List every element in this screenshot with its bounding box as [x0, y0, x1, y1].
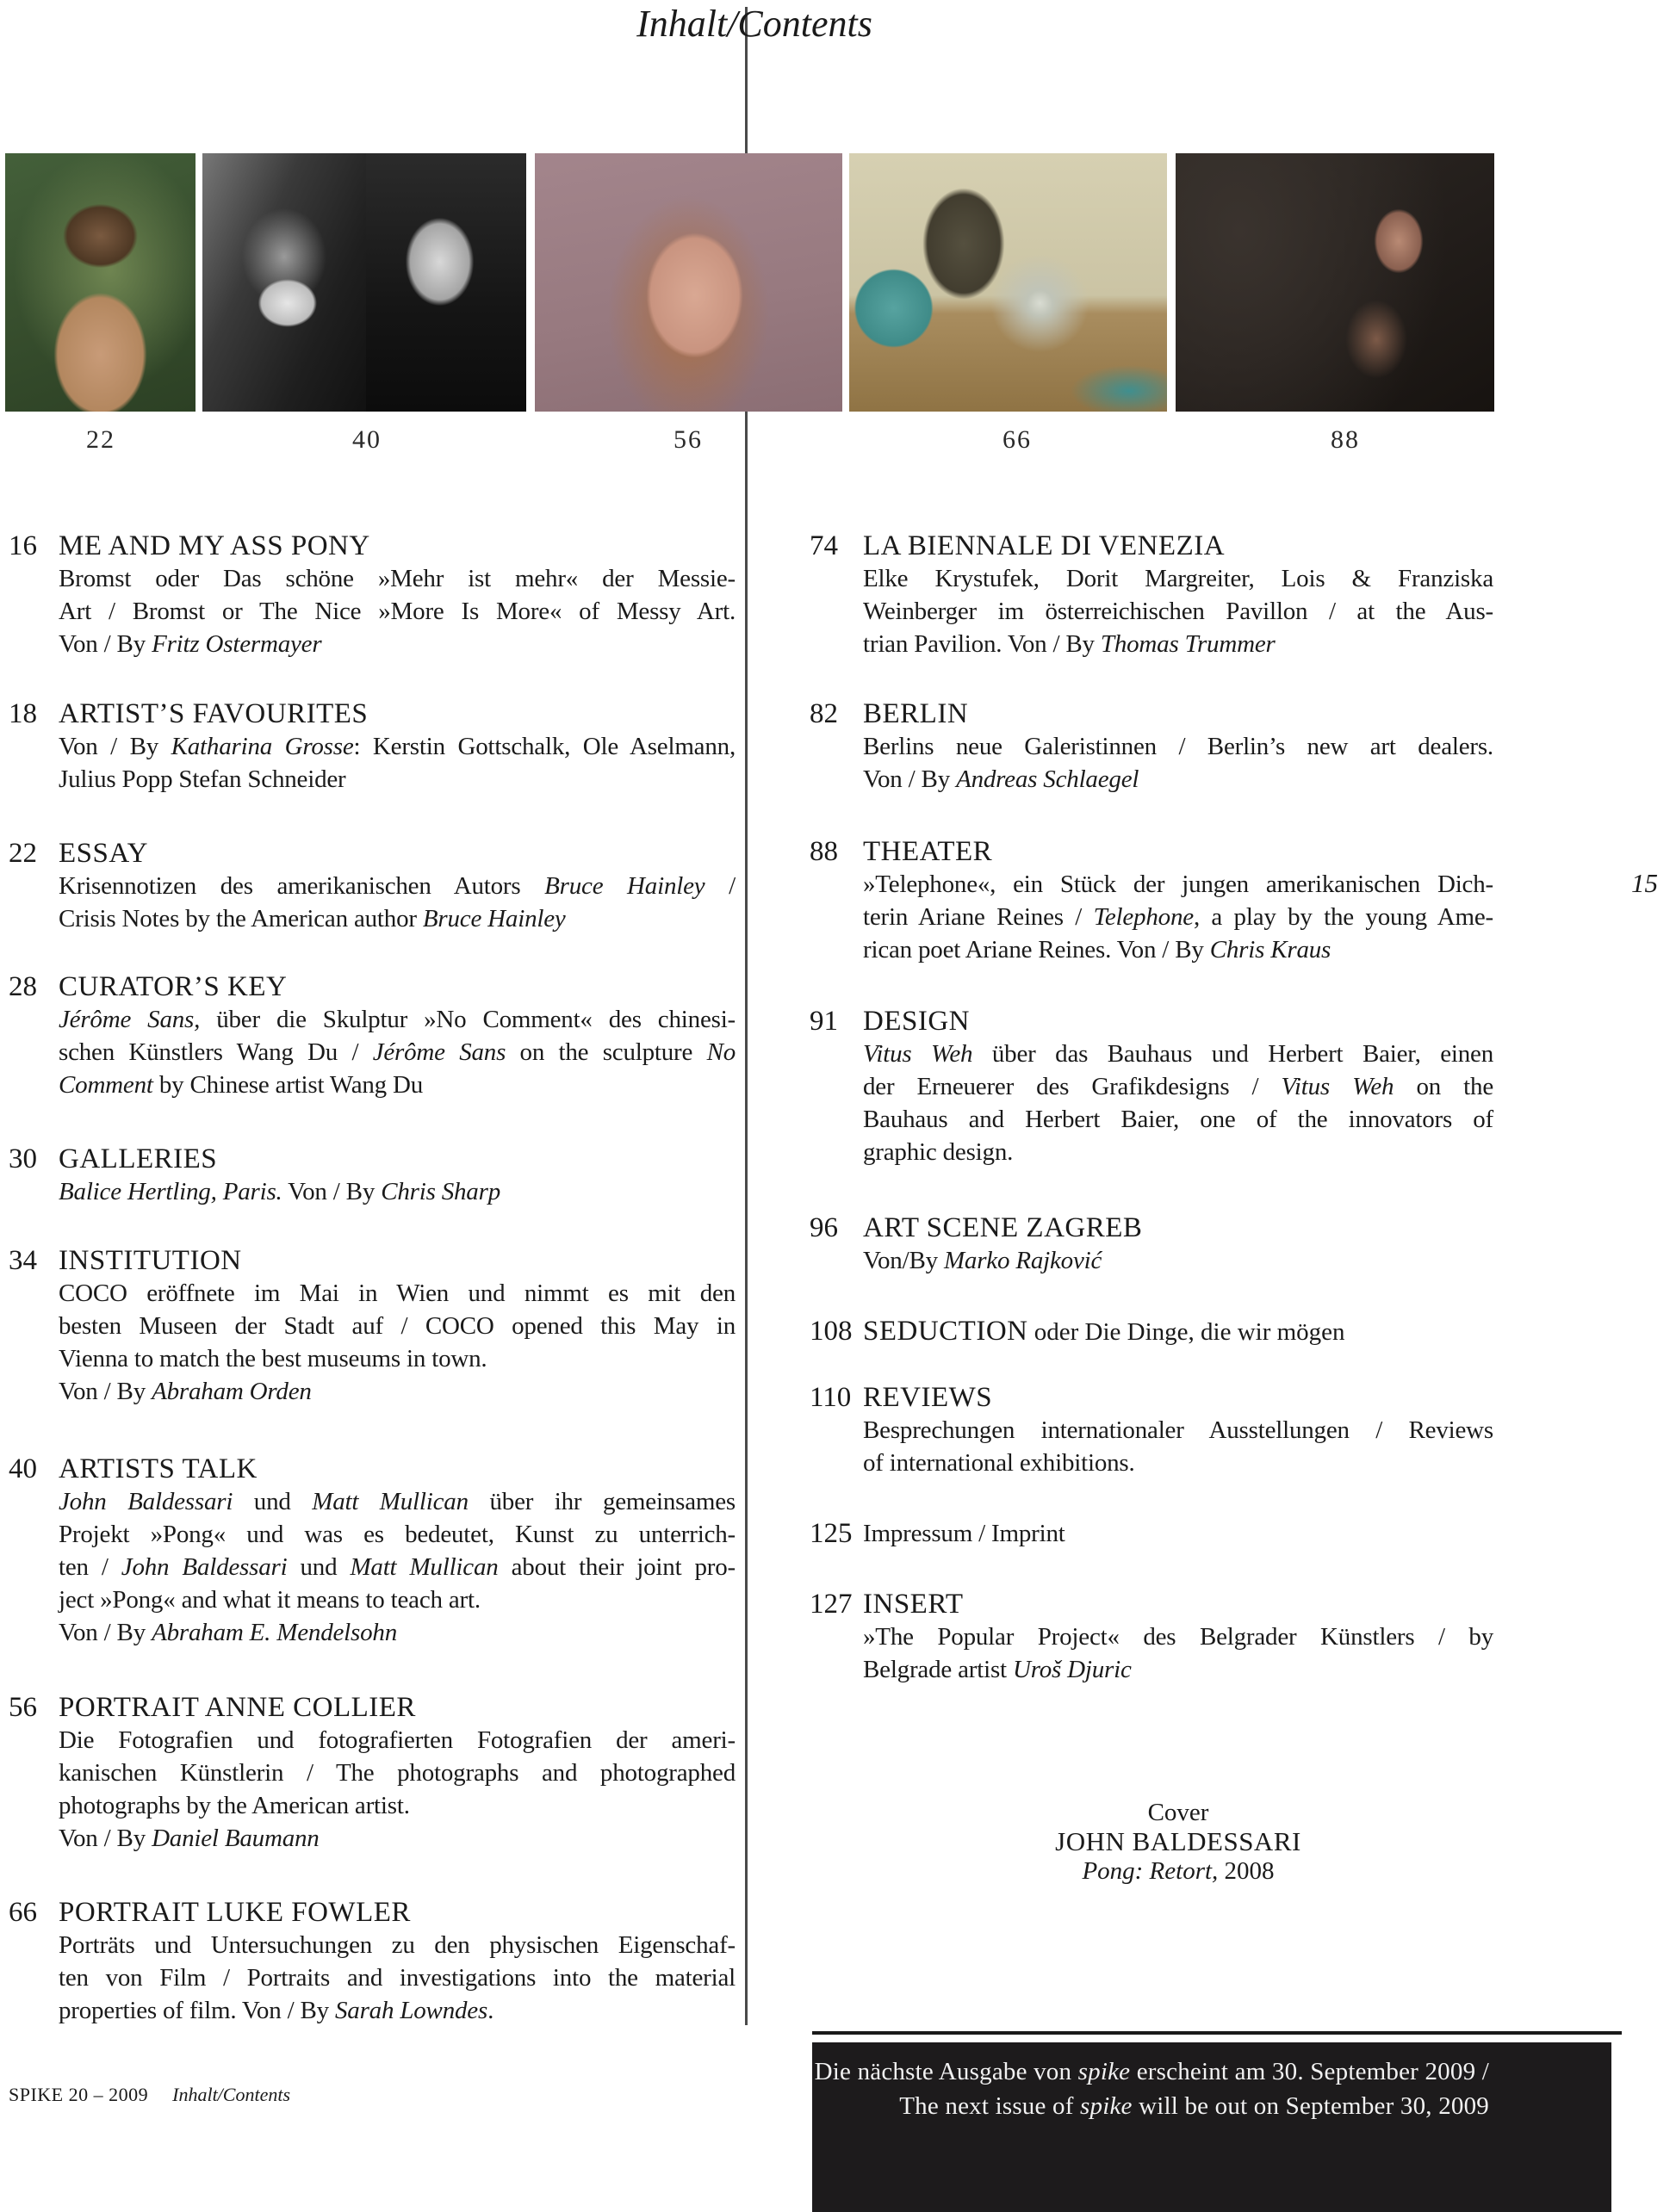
entry-text: »The Popular Project« des Belgrader Künstlers / by	[863, 1623, 1493, 1651]
entry-line	[863, 1517, 1493, 1550]
entry-title-line	[59, 697, 736, 730]
toc-entry	[9, 970, 736, 1101]
luke-fowler-film-reels-photo	[849, 153, 1167, 412]
entry-text: »Telephone«, ein Stück der jungen amerikanischen Dich-	[863, 871, 1493, 898]
next-issue-text-segment: erscheint am 30. September 2009 /	[1130, 2058, 1489, 2085]
footer-rule	[812, 2031, 1622, 2035]
anne-collier-photo	[535, 153, 842, 412]
entry-text: Besprechungen internationaler Ausstellungen / Reviews	[863, 1416, 1493, 1444]
entry-text: terin Ariane Reines /	[863, 903, 1094, 931]
entry-name-italic: Thomas Trummer	[1100, 630, 1276, 658]
toc-entry	[9, 1244, 736, 1408]
entry-text: of international exhibitions.	[863, 1449, 1135, 1477]
entry-text: Belgrade artist	[863, 1656, 1013, 1683]
entry-line	[59, 1724, 736, 1757]
entry-body	[863, 1211, 1493, 1277]
entry-name-italic: Jérôme Sans,	[59, 1006, 201, 1033]
entry-text: Von / By	[59, 1619, 152, 1646]
entry-text: über das Bauhaus und Herbert Baier, einen	[972, 1040, 1494, 1068]
entry-body	[863, 1315, 1493, 1348]
entry-line	[59, 628, 736, 660]
entry-title: INSTITUTION	[59, 1245, 242, 1276]
entry-text: photographs by the American artist.	[59, 1792, 410, 1819]
entry-name-italic: No	[706, 1038, 736, 1066]
entry-text: Von / By	[863, 765, 957, 793]
cover-work-title: Pong: Retort,	[1082, 1857, 1219, 1885]
entry-title-line	[59, 970, 736, 1003]
entry-title: ESSAY	[59, 838, 148, 869]
entry-page-number: 88	[810, 836, 838, 867]
entry-name-italic: Daniel Baumann	[152, 1825, 320, 1852]
entry-text: by Chinese artist Wang Du	[152, 1071, 424, 1099]
toc-entry	[810, 1588, 1493, 1686]
photo-page-number: 22	[86, 425, 115, 454]
entry-line	[863, 763, 1493, 796]
entry-text: über die Skulptur »No Comment« des chinesi-	[200, 1006, 736, 1033]
cover-artist: JOHN BALDESSARI	[1055, 1826, 1301, 1856]
entry-name-italic: Bruce Hainley	[422, 905, 566, 933]
entry-text: Berlins neue Galeristinnen / Berlin’s new art dealers.	[863, 733, 1493, 760]
entry-text: Bromst oder Das schöne »Mehr ist mehr« der Messie-	[59, 565, 736, 592]
entry-line	[59, 1757, 736, 1789]
entry-body	[59, 530, 736, 660]
entry-line	[59, 1961, 736, 1994]
entry-text: Von / By	[59, 733, 171, 760]
entry-page-number: 91	[810, 1006, 838, 1037]
entry-line	[863, 628, 1493, 660]
entry-title: PORTRAIT LUKE FOWLER	[59, 1897, 411, 1928]
entry-page-number: 30	[9, 1143, 37, 1174]
entry-page-number: 82	[810, 698, 838, 729]
entry-body	[59, 1896, 736, 2027]
entry-line	[59, 1929, 736, 1961]
entry-line	[59, 1583, 736, 1616]
entry-page-number: 16	[9, 530, 37, 561]
toc-entry	[810, 835, 1493, 966]
entry-name-italic: John Baldessari	[121, 1553, 288, 1581]
entry-text: ten von Film / Portraits and investigations into the material	[59, 1964, 736, 1992]
entry-title: GALLERIES	[59, 1143, 218, 1174]
entry-body	[863, 1517, 1493, 1550]
entry-line	[59, 1069, 736, 1101]
entry-line	[863, 1136, 1493, 1168]
entry-text: ject »Pong« and what it means to teach art.	[59, 1586, 481, 1614]
entry-page-number: 108	[810, 1316, 853, 1347]
entry-line	[863, 1070, 1493, 1103]
entry-body	[863, 1381, 1493, 1479]
toc-entry	[9, 1453, 736, 1649]
entry-text: kanischen Künstlerin / The photographs and photographed	[59, 1759, 736, 1787]
toc-entry	[810, 1211, 1493, 1277]
entry-text: Von / By	[59, 1378, 152, 1405]
entry-text: , a play by the young Ame-	[1193, 903, 1493, 931]
entry-text: graphic design.	[863, 1138, 1014, 1166]
running-footer	[9, 2084, 290, 2106]
entry-line	[863, 1447, 1493, 1479]
entry-text: Crisis Notes by the American author	[59, 905, 423, 933]
entry-text: und	[287, 1553, 351, 1581]
entry-line	[59, 763, 736, 796]
entry-page-number: 22	[9, 838, 37, 869]
page-folio-number: 15	[1631, 868, 1658, 898]
entry-title-line	[59, 530, 736, 562]
entry-line	[863, 1103, 1493, 1136]
entry-line	[863, 1038, 1493, 1070]
toc-entry	[810, 1315, 1493, 1348]
entry-line	[59, 870, 736, 902]
cover-work-year: 2008	[1218, 1857, 1275, 1885]
entry-title-line	[59, 1453, 736, 1485]
entry-body	[59, 1244, 736, 1408]
entry-text: Die Fotografien und fotografierten Fotografien der ameri-	[59, 1726, 736, 1754]
entry-body	[59, 697, 736, 796]
entry-text: über ihr gemeinsames	[468, 1488, 736, 1515]
toc-entry	[9, 837, 736, 935]
photo-page-number: 66	[1002, 425, 1032, 454]
cover-work-line	[863, 1856, 1493, 1886]
toc-entry	[810, 530, 1493, 660]
entry-title: REVIEWS	[863, 1382, 993, 1413]
entry-text: .	[487, 1997, 494, 2024]
entry-name-italic: Vitus Weh	[863, 1040, 973, 1068]
entry-body	[59, 970, 736, 1101]
entry-title: ARTIST’S FAVOURITES	[59, 698, 369, 729]
toc-entry	[810, 697, 1493, 796]
entry-title-line	[863, 1588, 1493, 1620]
entry-line	[59, 1310, 736, 1342]
entry-text: Krisennotizen des amerikanischen Autors	[59, 872, 545, 900]
next-issue-line	[812, 2089, 1489, 2123]
entry-text: rican poet Ariane Reines. Von / By	[863, 936, 1210, 963]
next-issue-banner	[812, 2042, 1611, 2212]
entry-name-italic: Abraham E. Mendelsohn	[152, 1619, 398, 1646]
entry-name-italic: Chris Kraus	[1209, 936, 1331, 963]
entry-name-italic: Chris Sharp	[381, 1178, 500, 1205]
entry-page-number: 96	[810, 1212, 838, 1243]
entry-line	[863, 1244, 1493, 1277]
entry-line	[863, 1620, 1493, 1653]
footer-section-label: Inhalt/Contents	[172, 2084, 291, 2105]
entry-text: besten Museen der Stadt auf / COCO opened this May in	[59, 1312, 736, 1340]
magazine-name-italic: spike	[1080, 2092, 1133, 2120]
entry-line	[59, 1375, 736, 1408]
next-issue-text	[812, 2042, 1611, 2123]
entry-title: DESIGN	[863, 1006, 970, 1037]
entry-line	[59, 1485, 736, 1518]
entry-title-line	[863, 1315, 1493, 1348]
baldessari-photo-half	[202, 153, 366, 412]
entry-name-italic: Katharina Grosse	[171, 733, 354, 760]
theater-telephone-photo	[1176, 153, 1494, 412]
entry-text: trian Pavilion. Von / By	[863, 630, 1101, 658]
entry-body	[59, 1691, 736, 1855]
entry-text: Impressum / Imprint	[863, 1520, 1065, 1547]
entry-title-line	[59, 1143, 736, 1175]
entry-text: about their joint pro-	[498, 1553, 736, 1581]
entry-name-italic: Telephone	[1093, 903, 1194, 931]
entry-title: PORTRAIT ANNE COLLIER	[59, 1692, 416, 1723]
entry-title: BERLIN	[863, 698, 969, 729]
boy-in-woods-photo	[5, 153, 196, 412]
entry-name-italic: Sarah Lowndes	[334, 1997, 488, 2024]
photo-page-number: 88	[1331, 425, 1360, 454]
entry-page-number: 34	[9, 1245, 37, 1276]
entry-text: properties of film. Von / By	[59, 1997, 335, 2024]
entry-title: LA BIENNALE DI VENEZIA	[863, 530, 1226, 561]
entry-line	[59, 1994, 736, 2027]
mullican-photo-half	[366, 153, 526, 412]
toc-entry	[810, 1005, 1493, 1168]
entry-line	[59, 1822, 736, 1855]
entry-title-line	[59, 1691, 736, 1724]
toc-entry	[810, 1517, 1493, 1550]
entry-title: CURATOR’S KEY	[59, 971, 288, 1002]
entry-name-italic: Marko Rajković	[943, 1247, 1102, 1274]
next-issue-text-segment: will be out on September 30, 2009	[1132, 2092, 1489, 2120]
entry-page-number: 125	[810, 1518, 853, 1549]
entry-line	[59, 1551, 736, 1583]
entry-page-number: 28	[9, 971, 37, 1002]
entry-body	[59, 1453, 736, 1649]
entry-title: ME AND MY ASS PONY	[59, 530, 370, 561]
next-issue-text-segment: Die nächste Ausgabe von	[814, 2058, 1078, 2085]
entry-line	[863, 868, 1493, 901]
entry-line	[863, 595, 1493, 628]
entry-text: /	[705, 872, 736, 900]
entry-line	[863, 730, 1493, 763]
entry-line	[863, 1414, 1493, 1447]
entry-title-suffix: oder Die Dinge, die wir mögen	[1027, 1318, 1345, 1346]
entry-line	[59, 1036, 736, 1069]
entry-body	[59, 1143, 736, 1208]
entry-title-line	[863, 1211, 1493, 1244]
next-issue-text-segment: The next issue of	[899, 2092, 1081, 2120]
entry-name-italic: Andreas Schlaegel	[956, 765, 1139, 793]
footer-issue-label: SPIKE 20 – 2009	[9, 2084, 149, 2105]
entry-page-number: 127	[810, 1589, 853, 1620]
entry-text: Elke Krystufek, Dorit Margreiter, Lois & Franziska	[863, 565, 1493, 592]
entry-line	[59, 1277, 736, 1310]
entry-title-line	[59, 1244, 736, 1277]
entry-line	[59, 1342, 736, 1375]
entry-line	[59, 730, 736, 763]
entry-text: on the sculpture	[506, 1038, 707, 1066]
entry-page-number: 66	[9, 1897, 37, 1928]
baldessari-mullican-photo	[202, 153, 526, 412]
cover-credit-block	[863, 1798, 1493, 1886]
entry-body	[863, 697, 1493, 796]
toc-entry	[9, 1691, 736, 1855]
entry-title-line	[59, 1896, 736, 1929]
entry-text: Porträts und Untersuchungen zu den physischen Eigenschaf-	[59, 1931, 736, 1959]
entry-line	[863, 933, 1493, 966]
toc-entry	[9, 697, 736, 796]
entry-line	[863, 901, 1493, 933]
entry-name-italic: Jérôme Sans	[372, 1038, 506, 1066]
entry-line	[59, 595, 736, 628]
toc-entry	[9, 1896, 736, 2027]
entry-text: Art / Bromst or The Nice »More Is More« of Messy Art.	[59, 598, 736, 625]
entry-name-italic: Balice Hertling, Paris.	[59, 1178, 282, 1205]
cover-label: Cover	[1147, 1799, 1209, 1826]
entry-name-italic: Uroš Djuric	[1012, 1656, 1132, 1683]
toc-entry	[9, 530, 736, 660]
entry-title: THEATER	[863, 836, 993, 867]
entry-body	[59, 837, 736, 935]
entry-title-line	[863, 1381, 1493, 1414]
entry-text: Projekt »Pong« und was es bedeutet, Kunst zu unterrich-	[59, 1521, 736, 1548]
entry-body	[863, 835, 1493, 966]
entry-line	[863, 562, 1493, 595]
entry-title-line	[863, 530, 1493, 562]
entry-line	[59, 1789, 736, 1822]
entry-line	[59, 562, 736, 595]
entry-name-italic: John Baldessari	[59, 1488, 233, 1515]
entry-name-italic: Matt Mullican	[350, 1553, 499, 1581]
entry-page-number: 18	[9, 698, 37, 729]
entry-text: der Erneuerer des Grafikdesigns /	[863, 1073, 1282, 1100]
entry-body	[863, 1588, 1493, 1686]
page-title: Inhalt/Contents	[636, 3, 872, 45]
toc-entry	[810, 1381, 1493, 1479]
entry-line	[863, 1653, 1493, 1686]
next-issue-line	[812, 2054, 1489, 2089]
entry-text: : Kerstin Gottschalk, Ole Aselmann,	[353, 733, 736, 760]
entry-text: Von / By	[59, 630, 152, 658]
entry-text: schen Künstlers Wang Du /	[59, 1038, 373, 1066]
entry-text: und	[233, 1488, 313, 1515]
entry-text: COCO eröffnete im Mai in Wien und nimmt es mit den	[59, 1279, 736, 1307]
entry-text: Von/By	[863, 1247, 944, 1274]
entry-title: SEDUCTION	[863, 1316, 1028, 1347]
entry-title: ARTISTS TALK	[59, 1453, 258, 1484]
entry-name-italic: Abraham Orden	[152, 1378, 312, 1405]
entry-name-italic: Matt Mullican	[312, 1488, 469, 1515]
entry-name-italic: Bruce Hainley	[544, 872, 705, 900]
photo-page-number: 56	[674, 425, 703, 454]
entry-title: INSERT	[863, 1589, 964, 1620]
entry-text: Weinberger im österreichischen Pavillon / at the Aus-	[863, 598, 1493, 625]
entry-body	[863, 530, 1493, 660]
entry-line	[59, 1518, 736, 1551]
entry-line	[59, 902, 736, 935]
entry-page-number: 110	[810, 1382, 852, 1413]
entry-title-line	[863, 1005, 1493, 1038]
entry-line	[59, 1003, 736, 1036]
entry-text: ten /	[59, 1553, 121, 1581]
entry-page-number: 40	[9, 1453, 37, 1484]
toc-entry	[9, 1143, 736, 1208]
entry-text: Bauhaus and Herbert Baier, one of the innovators of	[863, 1106, 1493, 1133]
entry-name-italic: Fritz Ostermayer	[152, 630, 322, 658]
entry-page-number: 56	[9, 1692, 37, 1723]
entry-line	[59, 1616, 736, 1649]
entry-title-line	[863, 835, 1493, 868]
magazine-name-italic: spike	[1077, 2058, 1131, 2085]
entry-text: Vienna to match the best museums in town.	[59, 1345, 487, 1372]
entry-text: on the	[1394, 1073, 1493, 1100]
entry-title-line	[59, 837, 736, 870]
entry-line	[59, 1175, 736, 1208]
entry-page-number: 74	[810, 530, 838, 561]
entry-text: Julius Popp Stefan Schneider	[59, 765, 346, 793]
entry-name-italic: Vitus Weh	[1281, 1073, 1394, 1100]
entry-body	[863, 1005, 1493, 1168]
entry-text: Von / By	[282, 1178, 382, 1205]
photo-page-number: 40	[352, 425, 382, 454]
entry-text: Von / By	[59, 1825, 152, 1852]
entry-title-line	[863, 697, 1493, 730]
entry-name-italic: Comment	[59, 1071, 153, 1099]
entry-title: ART SCENE ZAGREB	[863, 1212, 1143, 1243]
